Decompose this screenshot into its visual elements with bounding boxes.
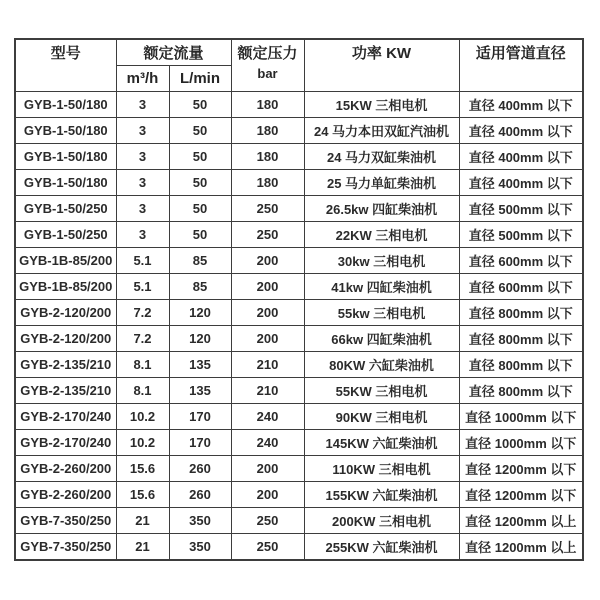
- cell-flow-lmin: 135: [169, 352, 231, 378]
- table-row: [15, 352, 583, 378]
- cell-flow-m3h: 3: [116, 118, 169, 144]
- cell-flow-m3h: 21: [116, 534, 169, 561]
- cell-power: 41kw 四缸柴油机: [304, 274, 459, 300]
- spec-table-body: [15, 92, 583, 561]
- header-diameter: 适用管道直径: [459, 39, 583, 92]
- cell-flow-lmin: 260: [169, 456, 231, 482]
- cell-model: GYB-1-50/180: [15, 144, 116, 170]
- cell-pressure: 240: [231, 430, 304, 456]
- header-pressure-label: 额定压力: [237, 45, 298, 62]
- cell-pressure: 200: [231, 456, 304, 482]
- cell-power: 145KW 六缸柴油机: [304, 430, 459, 456]
- table-row: [15, 326, 583, 352]
- cell-power: 80KW 六缸柴油机: [304, 352, 459, 378]
- cell-power: 24 马力双缸柴油机: [304, 144, 459, 170]
- cell-flow-lmin: 350: [169, 508, 231, 534]
- cell-model: GYB-1-50/250: [15, 196, 116, 222]
- cell-model: GYB-1-50/180: [15, 92, 116, 118]
- cell-flow-lmin: 50: [169, 118, 231, 144]
- table-row: [15, 248, 583, 274]
- cell-power: 15KW 三相电机: [304, 92, 459, 118]
- cell-diameter: 直径 600mm 以下: [459, 274, 583, 300]
- header-pressure: [231, 39, 304, 92]
- cell-diameter: 直径 600mm 以下: [459, 248, 583, 274]
- cell-flow-lmin: 120: [169, 326, 231, 352]
- cell-pressure: 210: [231, 378, 304, 404]
- cell-model: GYB-1B-85/200: [15, 274, 116, 300]
- cell-flow-lmin: 170: [169, 430, 231, 456]
- cell-flow-lmin: 85: [169, 274, 231, 300]
- cell-diameter: 直径 1200mm 以上: [459, 508, 583, 534]
- cell-flow-m3h: 10.2: [116, 404, 169, 430]
- header-row-1: [15, 39, 583, 66]
- table-row: [15, 144, 583, 170]
- cell-pressure: 200: [231, 482, 304, 508]
- cell-diameter: 直径 400mm 以下: [459, 92, 583, 118]
- cell-model: GYB-1B-85/200: [15, 248, 116, 274]
- cell-flow-lmin: 50: [169, 222, 231, 248]
- cell-power: 200KW 三相电机: [304, 508, 459, 534]
- cell-pressure: 250: [231, 222, 304, 248]
- cell-flow-lmin: 50: [169, 144, 231, 170]
- cell-power: 90KW 三相电机: [304, 404, 459, 430]
- cell-flow-m3h: 7.2: [116, 300, 169, 326]
- table-row: [15, 170, 583, 196]
- cell-model: GYB-2-260/200: [15, 456, 116, 482]
- cell-flow-lmin: 50: [169, 92, 231, 118]
- cell-diameter: 直径 400mm 以下: [459, 144, 583, 170]
- cell-diameter: 直径 1200mm 以上: [459, 534, 583, 561]
- cell-diameter: 直径 800mm 以下: [459, 352, 583, 378]
- cell-power: 66kw 四缸柴油机: [304, 326, 459, 352]
- table-row: [15, 92, 583, 118]
- cell-flow-lmin: 120: [169, 300, 231, 326]
- cell-diameter: 直径 1200mm 以下: [459, 482, 583, 508]
- cell-power: 155KW 六缸柴油机: [304, 482, 459, 508]
- cell-model: GYB-2-135/210: [15, 352, 116, 378]
- cell-flow-m3h: 15.6: [116, 456, 169, 482]
- cell-pressure: 250: [231, 508, 304, 534]
- cell-flow-lmin: 170: [169, 404, 231, 430]
- cell-flow-m3h: 5.1: [116, 274, 169, 300]
- header-pressure-unit: bar: [257, 66, 278, 81]
- cell-flow-lmin: 260: [169, 482, 231, 508]
- table-row: [15, 196, 583, 222]
- cell-diameter: 直径 800mm 以下: [459, 300, 583, 326]
- cell-flow-m3h: 10.2: [116, 430, 169, 456]
- cell-pressure: 180: [231, 170, 304, 196]
- cell-model: GYB-7-350/250: [15, 534, 116, 561]
- table-row: [15, 430, 583, 456]
- cell-diameter: 直径 1000mm 以下: [459, 430, 583, 456]
- cell-power: 55KW 三相电机: [304, 378, 459, 404]
- cell-power: 110KW 三相电机: [304, 456, 459, 482]
- cell-flow-m3h: 21: [116, 508, 169, 534]
- cell-model: GYB-2-135/210: [15, 378, 116, 404]
- table-row: [15, 404, 583, 430]
- cell-pressure: 180: [231, 92, 304, 118]
- cell-model: GYB-1-50/180: [15, 118, 116, 144]
- cell-diameter: 直径 400mm 以下: [459, 170, 583, 196]
- cell-power: 255KW 六缸柴油机: [304, 534, 459, 561]
- cell-power: 55kw 三相电机: [304, 300, 459, 326]
- cell-model: GYB-2-260/200: [15, 482, 116, 508]
- cell-flow-lmin: 135: [169, 378, 231, 404]
- cell-power: 26.5kw 四缸柴油机: [304, 196, 459, 222]
- header-model: 型号: [15, 39, 116, 92]
- cell-model: GYB-2-120/200: [15, 326, 116, 352]
- cell-flow-lmin: 50: [169, 170, 231, 196]
- cell-flow-m3h: 8.1: [116, 378, 169, 404]
- cell-flow-m3h: 3: [116, 170, 169, 196]
- cell-flow-m3h: 5.1: [116, 248, 169, 274]
- cell-diameter: 直径 1200mm 以下: [459, 456, 583, 482]
- cell-pressure: 200: [231, 248, 304, 274]
- cell-diameter: 直径 1000mm 以下: [459, 404, 583, 430]
- table-row: [15, 300, 583, 326]
- table-row: [15, 534, 583, 561]
- cell-flow-lmin: 50: [169, 196, 231, 222]
- cell-flow-lmin: 350: [169, 534, 231, 561]
- cell-pressure: 180: [231, 118, 304, 144]
- cell-model: GYB-2-170/240: [15, 430, 116, 456]
- table-row: [15, 378, 583, 404]
- table-row: [15, 118, 583, 144]
- header-flow-lmin: L/min: [169, 66, 231, 92]
- cell-flow-m3h: 8.1: [116, 352, 169, 378]
- cell-pressure: 250: [231, 534, 304, 561]
- table-row: [15, 508, 583, 534]
- table-row: [15, 482, 583, 508]
- table-row: [15, 274, 583, 300]
- cell-diameter: 直径 800mm 以下: [459, 326, 583, 352]
- cell-pressure: 200: [231, 300, 304, 326]
- header-flow-m3h: m³/h: [116, 66, 169, 92]
- spec-table-head: [15, 39, 583, 92]
- cell-model: GYB-1-50/250: [15, 222, 116, 248]
- cell-diameter: 直径 500mm 以下: [459, 196, 583, 222]
- cell-model: GYB-2-120/200: [15, 300, 116, 326]
- table-row: [15, 456, 583, 482]
- cell-flow-m3h: 7.2: [116, 326, 169, 352]
- header-power: 功率 KW: [304, 39, 459, 92]
- cell-pressure: 200: [231, 274, 304, 300]
- cell-flow-m3h: 3: [116, 144, 169, 170]
- cell-flow-m3h: 3: [116, 196, 169, 222]
- cell-pressure: 210: [231, 352, 304, 378]
- spec-table: [14, 38, 584, 561]
- cell-flow-m3h: 3: [116, 92, 169, 118]
- table-row: [15, 222, 583, 248]
- cell-flow-m3h: 3: [116, 222, 169, 248]
- cell-pressure: 250: [231, 196, 304, 222]
- cell-pressure: 240: [231, 404, 304, 430]
- cell-pressure: 180: [231, 144, 304, 170]
- cell-flow-lmin: 85: [169, 248, 231, 274]
- header-flow-group: 额定流量: [116, 39, 231, 66]
- cell-diameter: 直径 500mm 以下: [459, 222, 583, 248]
- cell-pressure: 200: [231, 326, 304, 352]
- cell-power: 30kw 三相电机: [304, 248, 459, 274]
- cell-power: 25 马力单缸柴油机: [304, 170, 459, 196]
- cell-power: 22KW 三相电机: [304, 222, 459, 248]
- cell-diameter: 直径 800mm 以下: [459, 378, 583, 404]
- cell-model: GYB-7-350/250: [15, 508, 116, 534]
- cell-model: GYB-1-50/180: [15, 170, 116, 196]
- cell-diameter: 直径 400mm 以下: [459, 118, 583, 144]
- cell-power: 24 马力本田双缸汽油机: [304, 118, 459, 144]
- cell-flow-m3h: 15.6: [116, 482, 169, 508]
- cell-model: GYB-2-170/240: [15, 404, 116, 430]
